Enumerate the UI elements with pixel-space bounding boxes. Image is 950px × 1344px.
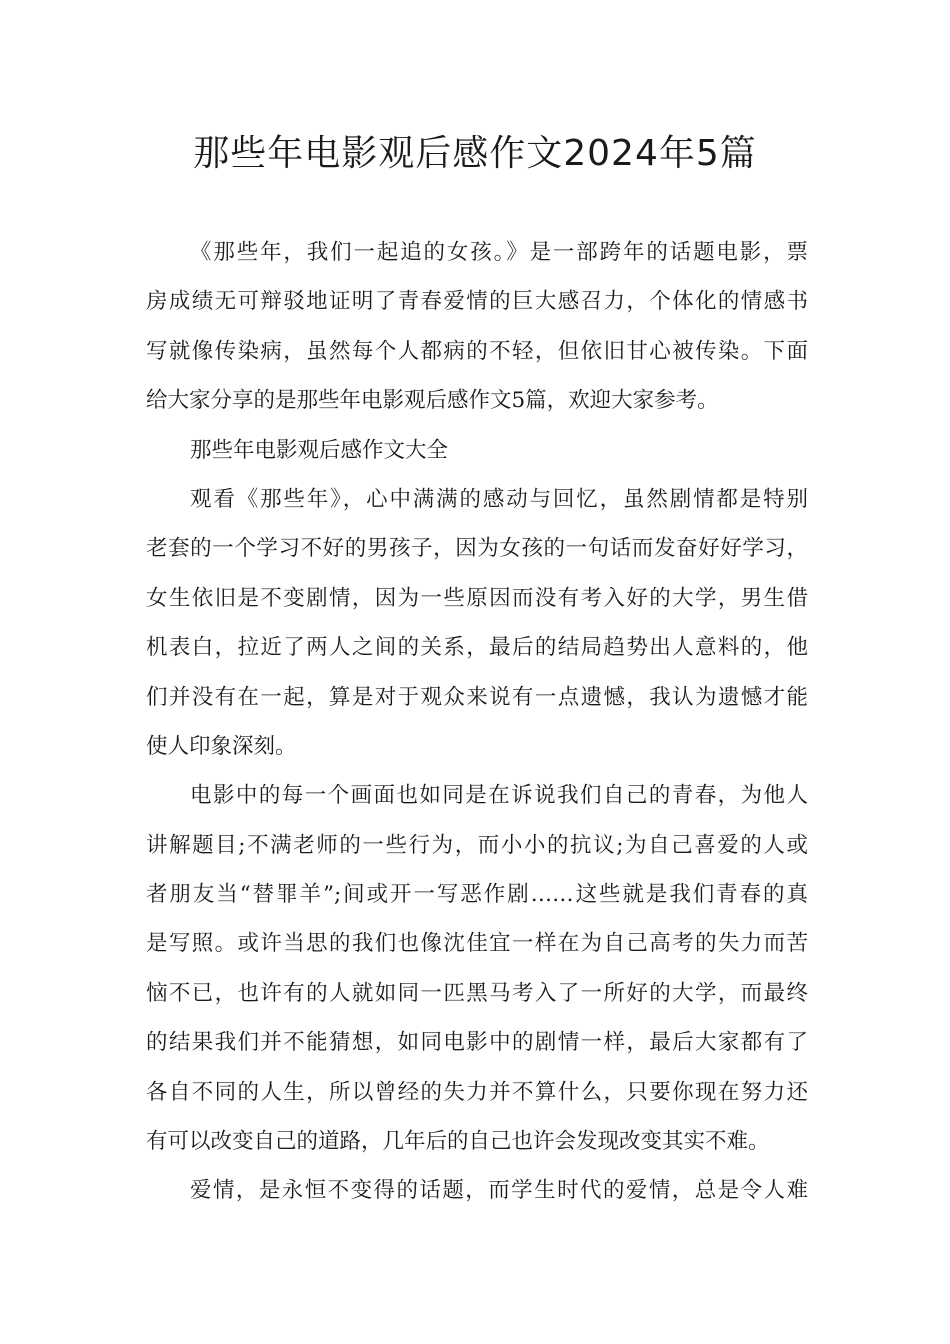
body-line: 们并没有在一起，算是对于观众来说有一点遗憾，我认为遗憾才能 <box>146 684 808 710</box>
body-line: 机表白，拉近了两人之间的关系，最后的结局趋势出人意料的，他 <box>146 635 808 661</box>
body-line: 爱情，是永恒不变得的话题，而学生时代的爱情，总是令人难 <box>190 1178 808 1204</box>
section-subheading: 那些年电影观后感作文大全 <box>190 437 449 463</box>
document-body <box>146 228 808 1216</box>
body-line: 女生依旧是不变剧情，因为一些原因而没有考入好的大学，男生借 <box>146 585 808 611</box>
body-line: 讲解题目;不满老师的一些行为，而小小的抗议;为自己喜爱的人或 <box>146 832 808 858</box>
body-line: 观看《那些年》，心中满满的感动与回忆，虽然剧情都是特别 <box>190 486 808 512</box>
body-line: 各自不同的人生，所以曾经的失力并不算什么，只要你现在努力还 <box>146 1079 808 1105</box>
body-line: 《那些年，我们一起追的女孩。》是一部跨年的话题电影，票 <box>190 240 808 265</box>
body-line: 电影中的每一个画面也如同是在诉说我们自己的青春，为他人 <box>190 783 808 809</box>
body-line: 给大家分享的是那些年电影观后感作文5篇，欢迎大家参考。 <box>146 388 719 414</box>
body-line: 老套的一个学习不好的男孩子，因为女孩的一句话而发奋好好学习， <box>146 536 808 562</box>
body-line: 的结果我们并不能猜想，如同电影中的剧情一样，最后大家都有了 <box>146 1030 808 1056</box>
body-line: 恼不已，也许有的人就如同一匹黑马考入了一所好的大学，而最终 <box>146 980 808 1006</box>
body-line: 房成绩无可辩驳地证明了青春爱情的巨大感召力，个体化的情感书 <box>146 289 808 315</box>
document-title: 那些年电影观后感作文2024年5篇 <box>193 133 757 174</box>
body-line: 使人印象深刻。 <box>146 733 297 759</box>
body-line: 写就像传染病，虽然每个人都病的不轻，但依旧甘心被传染。下面 <box>146 338 808 364</box>
body-line: 有可以改变自己的道路，几年后的自己也许会发现改变其实不难。 <box>146 1129 770 1155</box>
body-line: 是写照。或许当思的我们也像沈佳宜一样在为自己高考的失力而苦 <box>146 931 808 957</box>
body-line: 者朋友当“替罪羊”;间或开一写恶作剧……这些就是我们青春的真 <box>146 882 808 908</box>
